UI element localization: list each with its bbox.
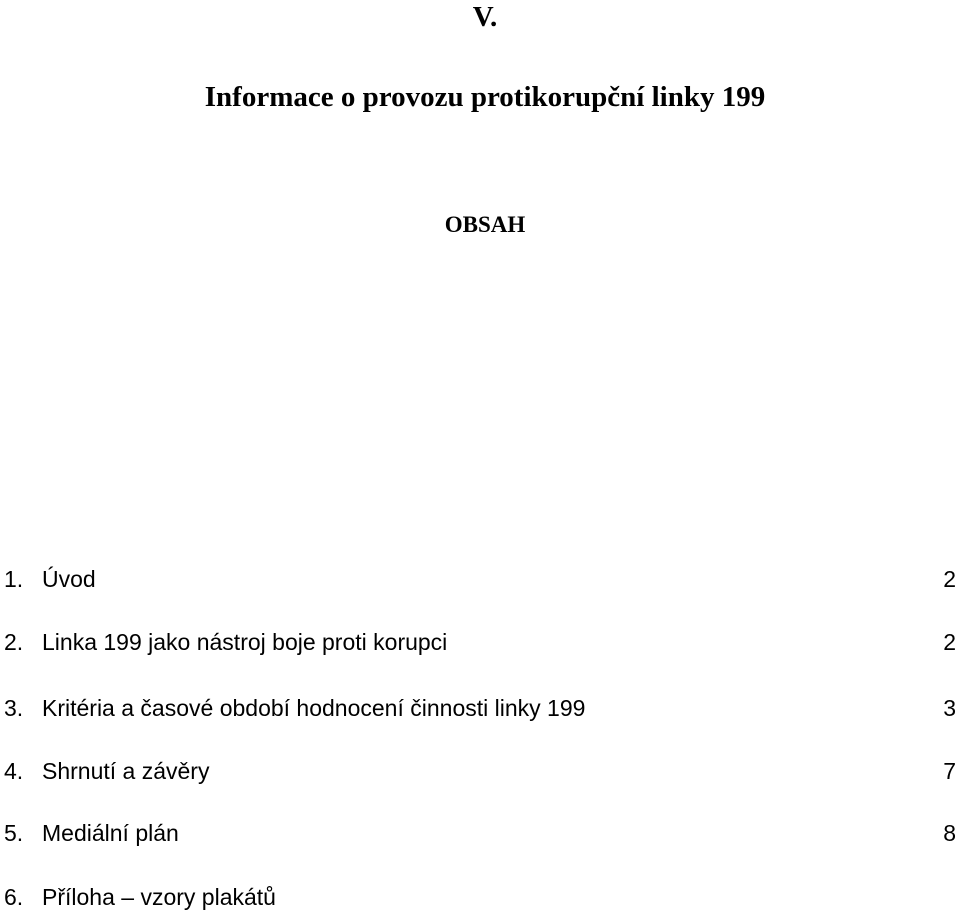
- toc-entry-criteria[interactable]: [4, 691, 956, 725]
- toc-entry-label: Úvod: [42, 566, 96, 592]
- toc-entry-hotline-tool[interactable]: [4, 625, 956, 659]
- toc-entry-number: 5.: [4, 820, 24, 846]
- toc-entry-number: 2.: [4, 629, 24, 655]
- toc-entry-media-plan[interactable]: [4, 816, 956, 850]
- document-title: Informace o provozu protikorupční linky 199: [204, 81, 766, 113]
- toc-entry-page: 2: [943, 566, 956, 592]
- toc-entry-label: Linka 199 jako nástroj boje proti korupci: [42, 629, 448, 655]
- contents-heading: OBSAH: [444, 212, 526, 237]
- toc-entry-label: Příloha – vzory plakátů: [42, 884, 276, 910]
- toc-entry-page: 2: [943, 629, 956, 655]
- toc-entry-appendix[interactable]: [4, 880, 956, 914]
- toc-entry-number: 6.: [4, 884, 24, 910]
- section-numeral: V.: [472, 1, 498, 33]
- toc-entry-label: Kritéria a časové období hodnocení činnosti linky 199: [42, 695, 586, 721]
- toc-entry-label: Mediální plán: [42, 820, 179, 846]
- toc-entry-number: 3.: [4, 695, 24, 721]
- toc-entry-label: Shrnutí a závěry: [42, 758, 210, 784]
- toc-entry-number: 4.: [4, 758, 24, 784]
- toc-entry-summary[interactable]: [4, 754, 956, 788]
- toc-entry-page: 7: [943, 758, 956, 784]
- toc-entry-page: 3: [943, 695, 956, 721]
- toc-entry-page: 8: [943, 820, 956, 846]
- toc-entry-intro[interactable]: [4, 562, 956, 596]
- toc-entry-number: 1.: [4, 566, 24, 592]
